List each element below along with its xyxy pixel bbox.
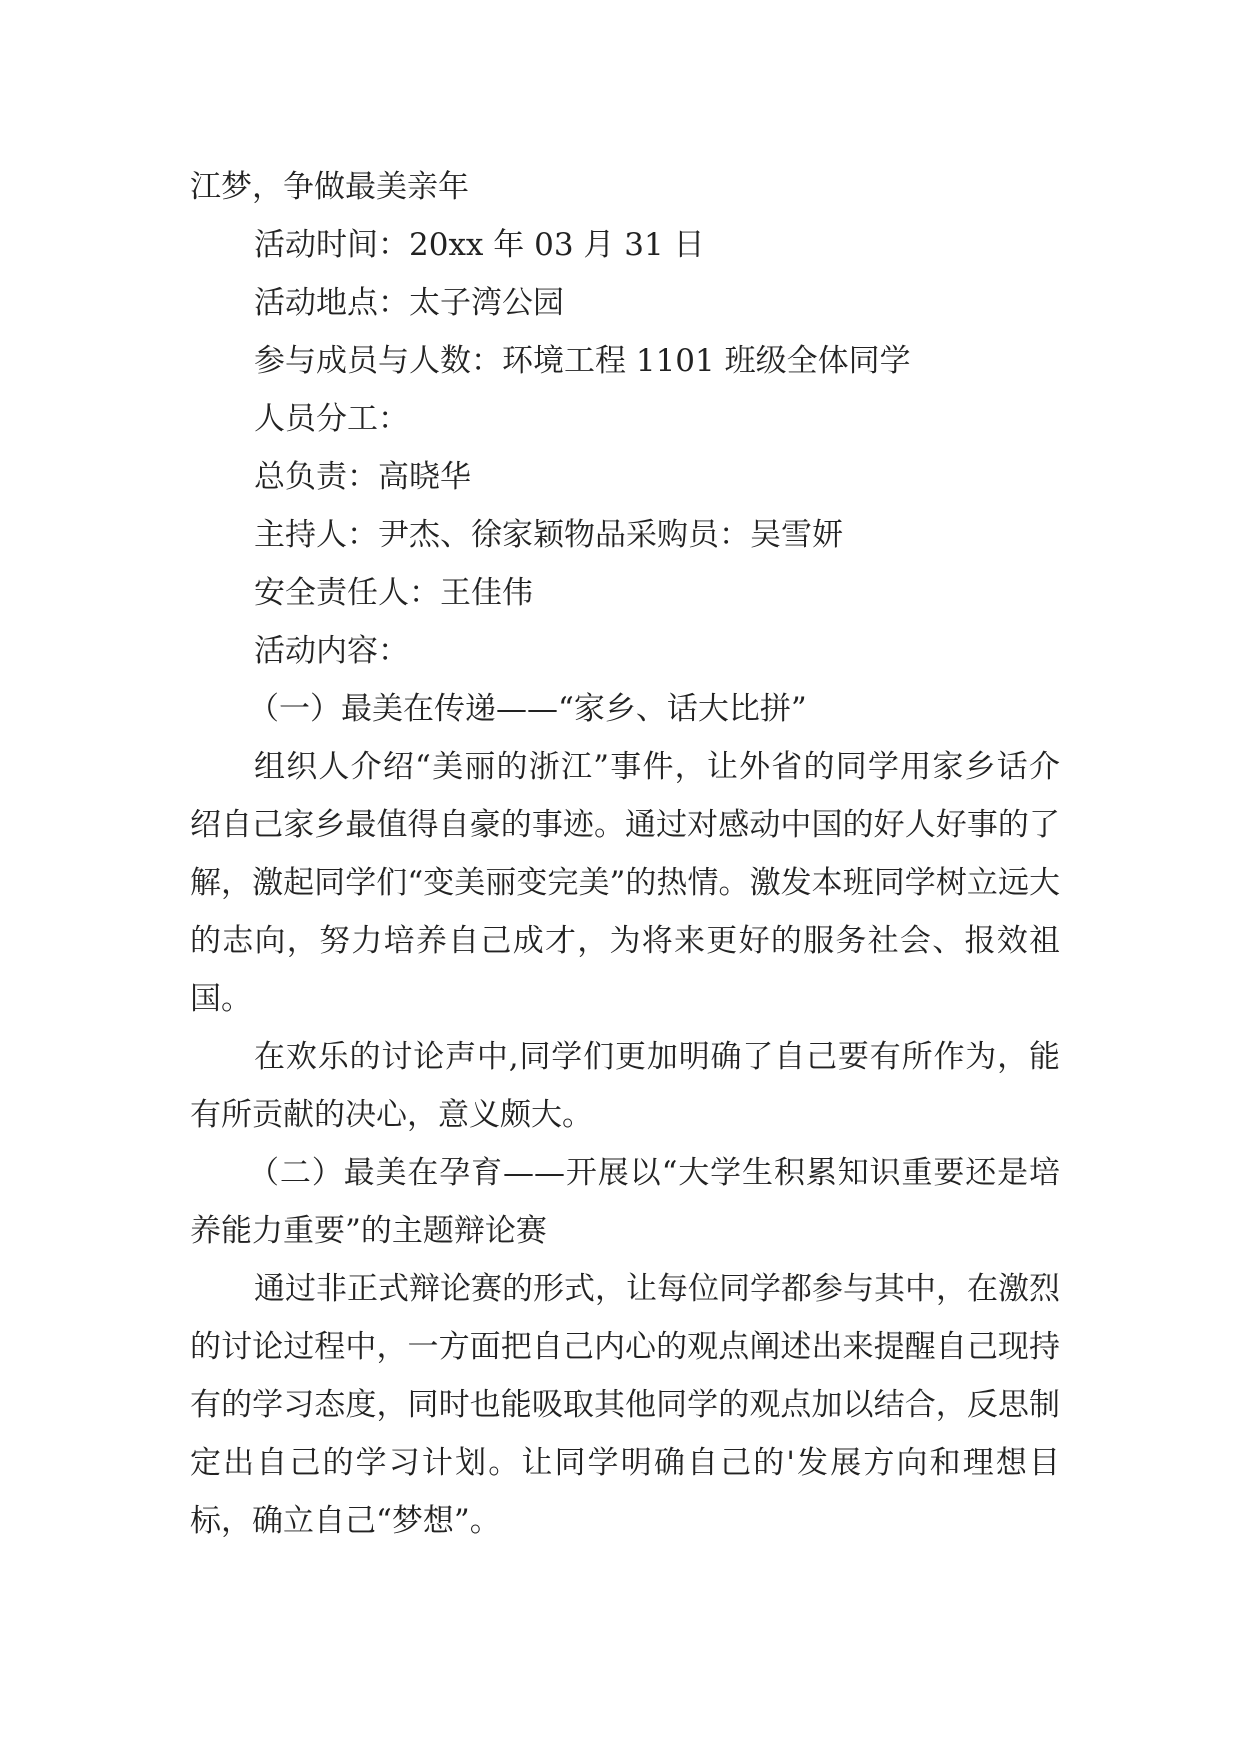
general-lead: 总负责：高晓华 (254, 459, 471, 495)
activity-location: 活动地点：太子湾公园 (254, 285, 564, 321)
safety-officer: 安全责任人：王佳伟 (254, 575, 533, 611)
activity-content-label: 活动内容： (254, 633, 409, 669)
section-1-summary: 在欢乐的讨论声中,同学们更加明确了自己要有所作为，能有所贡献的决心，意义颇大。 (190, 1039, 1060, 1133)
hosts-and-purchaser: 主持人：尹杰、徐家颖物品采购员：吴雪妍 (254, 517, 843, 553)
participants: 参与成员与人数：环境工程 1101 班级全体同学 (254, 343, 911, 379)
section-2-heading: （二）最美在孕育——开展以“大学生积累知识重要还是培养能力重要”的主题辩论赛 (190, 1155, 1060, 1249)
section-1-heading: （一）最美在传递——“家乡、话大比拼” (248, 691, 807, 727)
section-1-paragraph: 组织人介绍“美丽的浙江”事件，让外省的同学用家乡话介绍自己家乡最值得自豪的事迹。通过对感动中国的好人好事的了解，激起同学们“变美丽变完美”的热情。激发本班同学树立远大的志向，努力培养自己成才，为将来更好的服务社会、报效祖国。 (190, 749, 1060, 1017)
staff-division-label: 人员分工： (254, 401, 409, 437)
continued-line: 江梦，争做最美亲年 (190, 169, 469, 205)
section-2-paragraph: 通过非正式辩论赛的形式，让每位同学都参与其中，在激烈的讨论过程中，一方面把自己内心的观点阐述出来提醒自己现持有的学习态度，同时也能吸取其他同学的观点加以结合，反思制定出自己的学习计划。让同学明确自己的'发展方向和理想目标，确立自己“梦想”。 (190, 1271, 1060, 1539)
activity-time: 活动时间：20xx 年 03 月 31 日 (254, 227, 705, 263)
document-body (190, 158, 1060, 1550)
